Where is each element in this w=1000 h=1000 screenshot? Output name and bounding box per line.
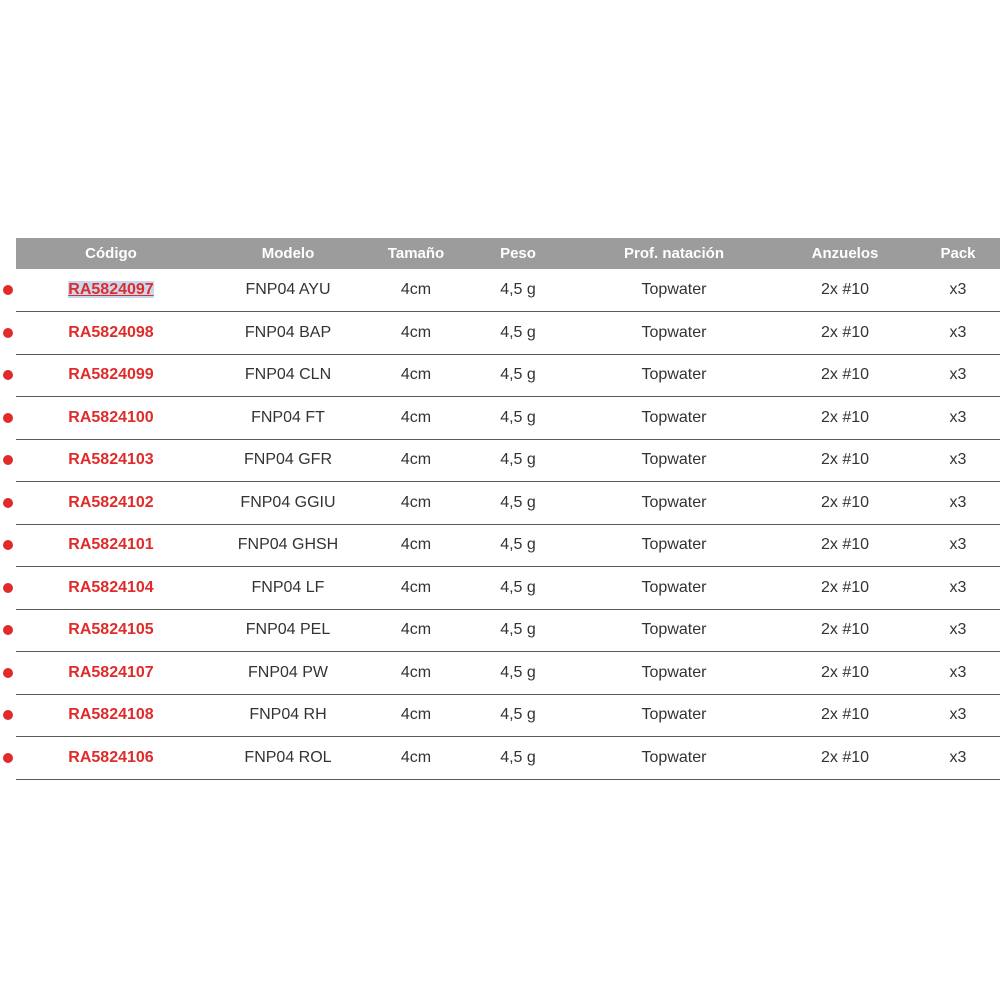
red-dot-icon	[3, 668, 13, 678]
cell-depth: Topwater	[574, 524, 774, 567]
cell-hooks: 2x #10	[774, 439, 916, 482]
cell-code	[16, 312, 206, 355]
cell-code	[16, 567, 206, 610]
product-code-link[interactable]: RA5824101	[68, 536, 154, 554]
cell-code	[16, 269, 206, 312]
cell-model: FNP04 GFR	[206, 439, 370, 482]
red-dot-icon	[3, 328, 13, 338]
cell-size: 4cm	[370, 354, 462, 397]
cell-weight: 4,5 g	[462, 354, 574, 397]
cell-size: 4cm	[370, 524, 462, 567]
product-code-link[interactable]: RA5824107	[68, 663, 154, 681]
table-row	[16, 354, 1000, 397]
cell-size: 4cm	[370, 694, 462, 737]
cell-model: FNP04 PW	[206, 652, 370, 695]
table-row	[16, 652, 1000, 695]
cell-size: 4cm	[370, 269, 462, 312]
cell-hooks: 2x #10	[774, 269, 916, 312]
product-code-link[interactable]: RA5824108	[68, 706, 154, 724]
table-body	[16, 269, 1000, 779]
product-code-link[interactable]: RA5824102	[68, 493, 154, 511]
cell-depth: Topwater	[574, 354, 774, 397]
table-row	[16, 694, 1000, 737]
cell-pack: x3	[916, 312, 1000, 355]
cell-pack: x3	[916, 269, 1000, 312]
cell-size: 4cm	[370, 609, 462, 652]
cell-size: 4cm	[370, 737, 462, 780]
cell-weight: 4,5 g	[462, 269, 574, 312]
cell-hooks: 2x #10	[774, 312, 916, 355]
cell-depth: Topwater	[574, 482, 774, 525]
header-peso: Peso	[500, 245, 536, 262]
cell-depth: Topwater	[574, 567, 774, 610]
red-dot-icon	[3, 413, 13, 423]
table-row	[16, 397, 1000, 440]
red-dot-icon	[3, 710, 13, 720]
cell-code	[16, 439, 206, 482]
cell-model: FNP04 PEL	[206, 609, 370, 652]
cell-model: FNP04 GGIU	[206, 482, 370, 525]
cell-pack: x3	[916, 694, 1000, 737]
cell-hooks: 2x #10	[774, 397, 916, 440]
cell-model: FNP04 CLN	[206, 354, 370, 397]
header-tamano: Tamaño	[387, 245, 445, 262]
product-code-link[interactable]: RA5824099	[68, 366, 154, 384]
cell-weight: 4,5 g	[462, 312, 574, 355]
cell-hooks: 2x #10	[774, 609, 916, 652]
cell-code	[16, 397, 206, 440]
cell-model: FNP04 ROL	[206, 737, 370, 780]
table-row	[16, 567, 1000, 610]
cell-weight: 4,5 g	[462, 482, 574, 525]
table-row	[16, 737, 1000, 780]
cell-size: 4cm	[370, 397, 462, 440]
product-code-link[interactable]: RA5824097	[68, 281, 154, 298]
cell-model: FNP04 RH	[206, 694, 370, 737]
table-row	[16, 524, 1000, 567]
cell-pack: x3	[916, 524, 1000, 567]
header-modelo: Modelo	[261, 245, 315, 262]
cell-pack: x3	[916, 397, 1000, 440]
cell-code	[16, 652, 206, 695]
product-code-link[interactable]: RA5824104	[68, 578, 154, 596]
cell-pack: x3	[916, 482, 1000, 525]
cell-pack: x3	[916, 609, 1000, 652]
cell-hooks: 2x #10	[774, 694, 916, 737]
cell-weight: 4,5 g	[462, 694, 574, 737]
cell-model: FNP04 BAP	[206, 312, 370, 355]
cell-weight: 4,5 g	[462, 567, 574, 610]
cell-code	[16, 524, 206, 567]
red-dot-icon	[3, 583, 13, 593]
cell-weight: 4,5 g	[462, 737, 574, 780]
cell-hooks: 2x #10	[774, 482, 916, 525]
cell-hooks: 2x #10	[774, 354, 916, 397]
table-row	[16, 269, 1000, 312]
cell-weight: 4,5 g	[462, 609, 574, 652]
product-code-link[interactable]: RA5824100	[68, 408, 154, 426]
cell-depth: Topwater	[574, 312, 774, 355]
cell-hooks: 2x #10	[774, 524, 916, 567]
product-table	[16, 238, 1000, 780]
cell-model: FNP04 GHSH	[206, 524, 370, 567]
cell-depth: Topwater	[574, 737, 774, 780]
cell-model: FNP04 LF	[206, 567, 370, 610]
cell-depth: Topwater	[574, 269, 774, 312]
cell-code	[16, 354, 206, 397]
red-dot-icon	[3, 753, 13, 763]
cell-depth: Topwater	[574, 439, 774, 482]
header-codigo: Código	[85, 245, 137, 262]
header-prof-natacion: Prof. natación	[623, 245, 724, 262]
table-row	[16, 439, 1000, 482]
red-dot-icon	[3, 370, 13, 380]
table-row	[16, 482, 1000, 525]
cell-depth: Topwater	[574, 609, 774, 652]
cell-code	[16, 609, 206, 652]
cell-weight: 4,5 g	[462, 652, 574, 695]
product-code-link[interactable]: RA5824098	[68, 323, 154, 341]
product-code-link[interactable]: RA5824103	[68, 451, 154, 469]
cell-size: 4cm	[370, 652, 462, 695]
table-row	[16, 609, 1000, 652]
cell-hooks: 2x #10	[774, 652, 916, 695]
cell-pack: x3	[916, 567, 1000, 610]
cell-pack: x3	[916, 737, 1000, 780]
red-dot-icon	[3, 625, 13, 635]
cell-weight: 4,5 g	[462, 397, 574, 440]
table-row	[16, 312, 1000, 355]
red-dot-icon	[3, 540, 13, 550]
cell-weight: 4,5 g	[462, 524, 574, 567]
cell-model: FNP04 AYU	[206, 269, 370, 312]
cell-pack: x3	[916, 439, 1000, 482]
cell-size: 4cm	[370, 439, 462, 482]
cell-model: FNP04 FT	[206, 397, 370, 440]
table-header	[16, 238, 1000, 269]
red-dot-icon	[3, 498, 13, 508]
red-dot-icon	[3, 455, 13, 465]
cell-depth: Topwater	[574, 694, 774, 737]
cell-code	[16, 737, 206, 780]
header-pack: Pack	[940, 245, 976, 262]
cell-depth: Topwater	[574, 397, 774, 440]
cell-depth: Topwater	[574, 652, 774, 695]
red-dot-icon	[3, 285, 13, 295]
cell-size: 4cm	[370, 567, 462, 610]
product-code-link[interactable]: RA5824105	[68, 621, 154, 639]
cell-hooks: 2x #10	[774, 737, 916, 780]
cell-pack: x3	[916, 652, 1000, 695]
cell-code	[16, 482, 206, 525]
cell-hooks: 2x #10	[774, 567, 916, 610]
product-code-link[interactable]: RA5824106	[68, 748, 154, 766]
header-anzuelos: Anzuelos	[811, 245, 879, 262]
cell-code	[16, 694, 206, 737]
cell-pack: x3	[916, 354, 1000, 397]
cell-weight: 4,5 g	[462, 439, 574, 482]
cell-size: 4cm	[370, 312, 462, 355]
cell-size: 4cm	[370, 482, 462, 525]
header-row	[16, 238, 1000, 269]
